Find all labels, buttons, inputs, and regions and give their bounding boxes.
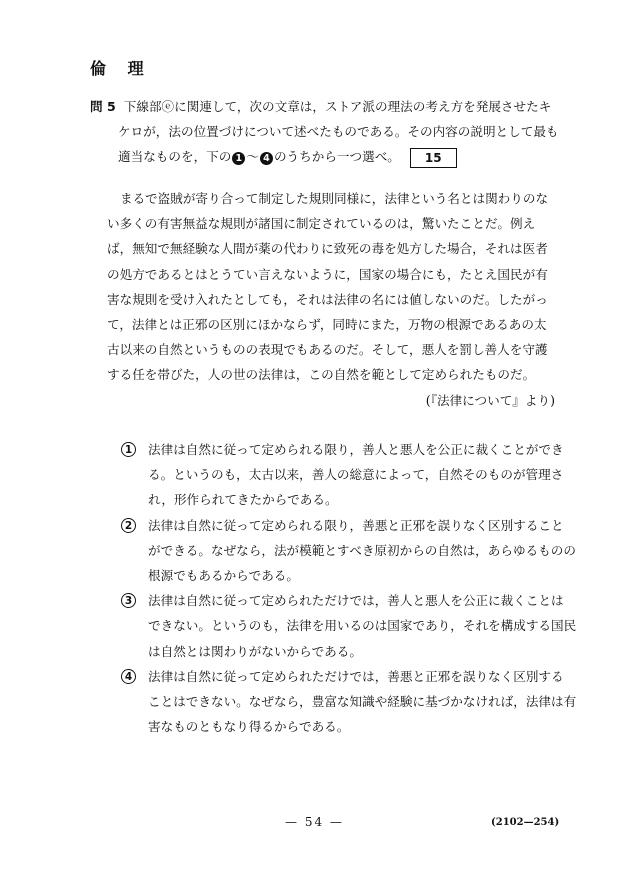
passage-line: 古以来の自然というものの表現でもあるのだ。そして，悪人を罰し善人を守護 — [107, 342, 548, 358]
choice-line: れ，形作られてきたからである。 — [148, 492, 338, 508]
choice-3 — [118, 588, 577, 664]
passage-source: (『法律について』より) — [425, 392, 555, 408]
question-line-1: 下線部ⓔに関連して，次の文章は，ストア派の理法の考え方を発展させたキ — [123, 99, 552, 114]
choice-line: 害なものともなり得るからである。 — [148, 719, 350, 735]
choice-line: 法律は自然に従って定められる限り，善人と悪人を公正に裁くことができ — [148, 442, 564, 457]
choice-2 — [118, 513, 576, 589]
range-separator: ～ — [246, 149, 259, 164]
passage-line: 害な規則を受け入れたとしても，それは法律の名には値しないのだ。したがっ — [107, 291, 548, 307]
choice-mark: 3 — [121, 593, 136, 608]
passage-line: の処方であるとはとうてい言えないように，国家の場合にも，たとえ国民が有 — [107, 266, 548, 282]
answer-choices — [118, 437, 577, 739]
range-start-number: 1 — [232, 152, 245, 165]
passage-line: て，法律とは正邪の区別にほかならず，同時にまた，万物の根源であるあの太 — [107, 317, 547, 333]
exam-code: (2102—254) — [491, 817, 560, 828]
choice-mark: 1 — [121, 442, 136, 457]
passage-line: する任を帯びた，人の世の法律は，この自然を範として定められたものだ。 — [107, 367, 536, 383]
choice-line: 法律は自然に従って定められる限り，善悪と正邪を誤りなく区別すること — [148, 517, 564, 533]
choice-4 — [118, 664, 577, 740]
passage-text — [107, 186, 567, 413]
choice-mark: 2 — [121, 518, 136, 533]
choice-line: 根源でもあるからである。 — [148, 568, 299, 584]
choice-line: る。というのも，太古以来，善人の総意によって，自然そのものが管理さ — [148, 467, 564, 483]
question-number: 問 5 — [90, 99, 116, 114]
page-number: — 54 — — [285, 815, 344, 829]
choice-line: は自然とは関わりがないからである。 — [148, 643, 362, 659]
passage-line: ば，無知で無経験な人間が薬の代わりに致死の毒を処方した場合，それは医者 — [107, 241, 548, 257]
choice-line: 法律は自然に従って定められただけでは，善悪と正邪を誤りなく区別する — [148, 668, 564, 684]
range-end-number: 4 — [260, 152, 273, 165]
choice-line: 法律は自然に従って定められただけでは，善人と悪人を公正に裁くことは — [148, 593, 564, 609]
subject-heading: 倫 理 — [90, 59, 152, 78]
choice-line: ができる。なぜなら，法が模範とすべき原初からの自然は，あらゆるものの — [148, 542, 576, 558]
question-line-3-after: のうちから一つ選べ。 — [273, 149, 400, 164]
answer-number-box: 15 — [410, 148, 457, 168]
choice-1 — [118, 437, 568, 513]
choice-mark: 4 — [121, 669, 136, 684]
passage-line: い多くの有害無益な規則が諸国に制定されているのは，驚いたことだ。例え — [107, 216, 536, 232]
question-line-2: ケロが，法の位置づけについて述べたものである。その内容の説明として最も — [118, 124, 559, 139]
question-stem — [90, 94, 560, 169]
choice-line: ことはできない。なぜなら，豊富な知識や経験に基づかなければ，法律は有 — [148, 694, 577, 710]
choice-line: できない。というのも，法律を用いるのは国家であり，それを構成する国民 — [148, 618, 577, 634]
question-line-3-before: 適当なものを，下の — [118, 149, 232, 164]
passage-line: まるで盗賊が寄り合って制定した規則同様に，法律という名とは関わりのな — [120, 191, 549, 206]
